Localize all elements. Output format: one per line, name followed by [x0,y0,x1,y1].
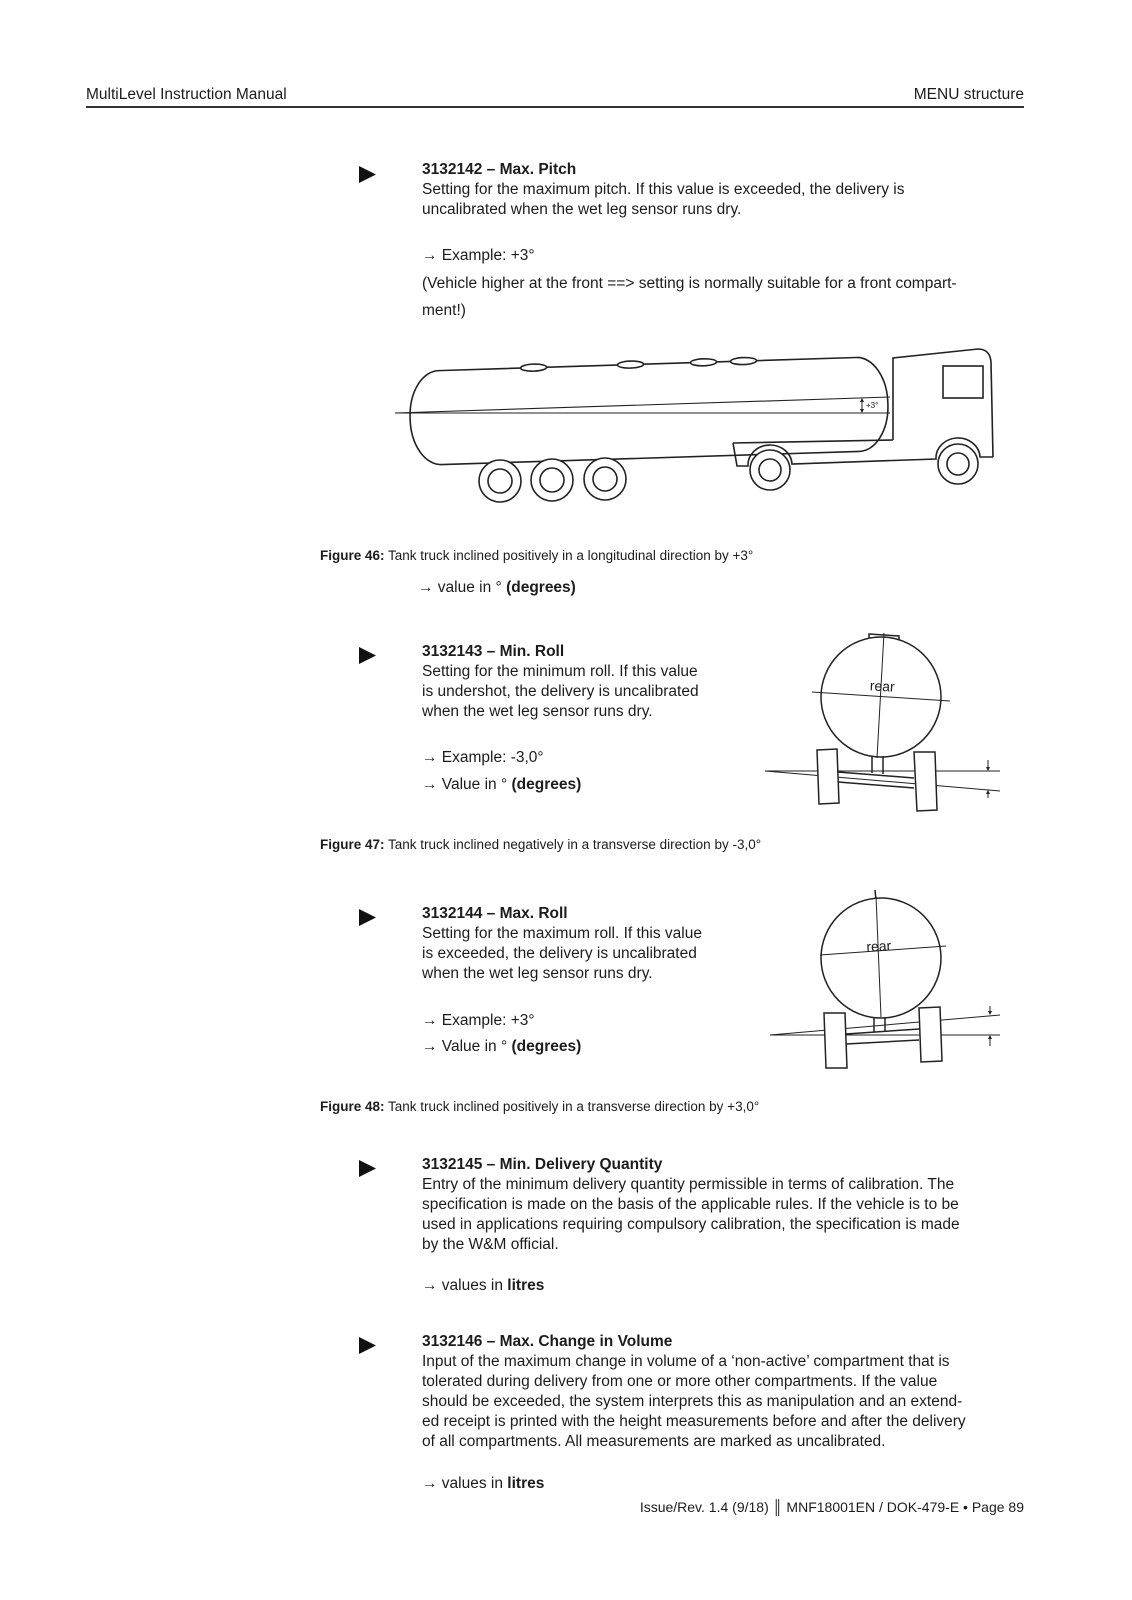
body-line: is undershot, the delivery is uncalibrated [422,683,699,700]
tank-dome [520,364,546,372]
angle-arrowhead [986,790,990,794]
right-triangle-bullet-icon [358,165,377,184]
right-wheel [919,1007,942,1062]
section-title: 3132143 – Min. Roll [422,643,565,660]
body-line: Setting for the maximum pitch. If this value is exceeded, the delivery is [422,181,905,198]
unit-line [422,775,581,795]
figure-caption-text: Tank truck inclined positively in a longitudinal direction by +3° [388,548,754,563]
body-line: when the wet leg sensor runs dry. [422,703,653,720]
header-rule [86,106,1024,108]
body-line: Entry of the minimum delivery quantity permissible in terms of calibration. The [422,1176,955,1193]
body-line: is exceeded, the delivery is uncalibrated [422,945,697,962]
example-line: → Example: -3,0° [422,749,544,766]
view-label: rear [869,677,896,695]
section-min-delivery-quantity [422,1155,960,1255]
figure-label: Figure 48: [320,1099,385,1114]
body-line: specification is made on the basis of the applicable rules. If the vehicle is to be [422,1196,959,1213]
unit-line [418,578,576,598]
figure-caption-text: Tank truck inclined positively in a transverse direction by +3,0° [388,1099,760,1114]
right-triangle-bullet-icon [358,908,377,927]
angle-arrowhead [988,1035,992,1039]
cab-window [943,366,983,398]
unit-line [422,1474,544,1494]
section-max-change-in-volume [422,1332,966,1452]
body-line: used in applications requiring compulsory calibration, the specification is made [422,1216,960,1233]
tractor-rear-wheel [750,450,790,490]
angle-arrowhead [986,767,990,771]
figure-label: Figure 47: [320,837,385,852]
figure-label: Figure 46: [320,548,385,563]
figure-48-caption [320,1098,759,1116]
example-line: → Example: +3° [422,1012,535,1029]
figure-46-caption [320,547,753,565]
trailer-wheel [531,459,573,501]
unit-prefix: → Value in ° [422,776,508,793]
tank-dome [617,361,643,369]
header-document-title: MultiLevel Instruction Manual [86,86,287,103]
note-paragraph [422,270,957,324]
right-triangle-bullet-icon [358,1159,377,1178]
body-line: Setting for the minimum roll. If this value [422,663,698,680]
section-max-roll [422,904,702,984]
left-wheel [817,749,839,804]
body-line: by the W&M official. [422,1236,559,1253]
axle [846,1029,919,1044]
tank-dome [730,357,756,365]
trailer-wheel [584,458,626,500]
body-line: Setting for the maximum roll. If this value [422,925,702,942]
unit-prefix: → values in [422,1277,503,1294]
unit-prefix: → value in ° [418,579,502,596]
trailer-wheel [479,460,521,502]
body-line: uncalibrated when the wet leg sensor runs dry. [422,201,742,218]
section-title: 3132146 – Max. Change in Volume [422,1333,673,1350]
tractor-front-wheel [938,444,978,484]
figure-47-caption [320,836,761,854]
section-title: 3132142 – Max. Pitch [422,161,577,178]
unit-emphasis: (degrees) [511,776,582,793]
tank-shell [821,898,941,1018]
unit-emphasis: litres [507,1475,545,1492]
section-title: 3132144 – Max. Roll [422,905,568,922]
unit-emphasis: (degrees) [511,1038,582,1055]
header-section-name: MENU structure [913,86,1024,103]
section-min-roll [422,642,699,722]
right-triangle-bullet-icon [358,646,377,665]
tank-body [409,357,890,466]
body-line: of all compartments. All measurements are marked as uncalibrated. [422,1433,886,1450]
section-title: 3132145 – Min. Delivery Quantity [422,1156,663,1173]
example-line: → Example: +3° [422,247,535,264]
body-line: should be exceeded, the system interprets this as manipulation and an extend- [422,1393,963,1410]
unit-line [422,1276,544,1296]
left-wheel [824,1013,847,1068]
note-line: ment!) [422,302,466,319]
unit-emphasis: litres [507,1277,545,1294]
body-line: when the wet leg sensor runs dry. [422,965,653,982]
page-footer: Issue/Rev. 1.4 (9/18) ║ MNF18001EN / DOK-479-E • Page 89 [639,1499,1024,1515]
unit-prefix: → values in [422,1475,503,1492]
right-wheel [914,752,937,811]
unit-emphasis: (degrees) [506,579,576,596]
body-line: Input of the maximum change in volume of a ‘non-active’ compartment that is [422,1353,950,1370]
angle-label: +3° [866,401,879,410]
figure-47-tank-rear-view [760,628,1005,813]
unit-line [422,1037,581,1057]
right-triangle-bullet-icon [358,1336,377,1355]
figure-caption-text: Tank truck inclined negatively in a transverse direction by -3,0° [388,837,762,852]
figure-48-tank-rear-view [760,886,1005,1076]
note-line: (Vehicle higher at the front ==> setting is normally suitable for a front compart- [422,275,957,292]
figure-46-truck-side-view [390,340,1005,505]
tank-dome [690,358,716,366]
angle-arrowhead [988,1011,992,1015]
body-line: ed receipt is printed with the height measurements before and after the delivery [422,1413,966,1430]
unit-prefix: → Value in ° [422,1038,508,1055]
section-max-pitch [422,160,904,220]
view-label: rear [865,937,892,955]
body-line: tolerated during delivery from one or more other compartments. If the value [422,1373,938,1390]
